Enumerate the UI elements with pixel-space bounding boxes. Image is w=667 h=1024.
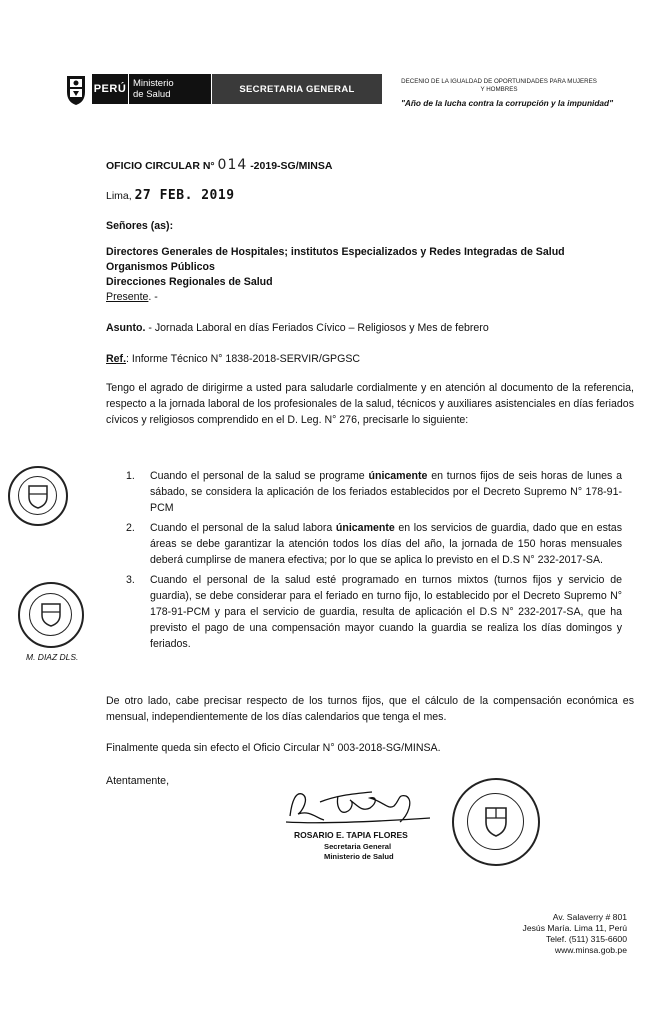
decenio-line1: DECENIO DE LA IGUALDAD DE OPORTUNIDADES PARA MUJERES bbox=[401, 78, 597, 85]
presente-tail: . - bbox=[148, 291, 158, 303]
presente-line bbox=[106, 290, 565, 305]
subject-text: - Jornada Laboral en días Feriados Cívico – Religiosos y Mes de febrero bbox=[145, 322, 489, 334]
ministry-label bbox=[129, 74, 211, 104]
year-motto: "Año de la lucha contra la corrupción y la impunidad" bbox=[400, 98, 614, 108]
numbered-list bbox=[126, 468, 622, 654]
subject-line bbox=[106, 320, 489, 336]
reference-label: Ref. bbox=[106, 353, 127, 365]
item-number: 2. bbox=[126, 522, 135, 534]
signatory-name: ROSARIO E. TAPIA FLORES bbox=[294, 830, 408, 840]
oficio-number: 014 bbox=[217, 157, 248, 173]
list-item bbox=[126, 572, 622, 652]
item-emphasis: únicamente bbox=[368, 470, 428, 482]
item-text: Cuando el personal de la salud esté programado en turnos mixtos (turnos fijos y servicio de guardia), se debe considerar para el feriado en turno fijo, lo establecido por el Decreto Supremo N° 178-91-PCM y para el servicio de guardia, resulta de aplicación el D.S N° 232-2017-SA, que ha previsto el pago de una compensación mayor cuando la guardia se realiza los días domingos y feriados. bbox=[150, 574, 622, 650]
decenio-line2: Y HOMBRES bbox=[480, 85, 518, 93]
item-text: Cuando el personal de la salud labora bbox=[150, 522, 336, 534]
recipient-line: Direcciones Regionales de Salud bbox=[106, 276, 273, 288]
coat-of-arms-icon bbox=[27, 483, 49, 509]
signatory-org: Ministerio de Salud bbox=[324, 852, 394, 861]
item-text-tail: en los servicios de guardia, dado que en estas áreas se debe garantizar la atención todos los días del año, la jornada de 150 horas mensuales deberá cumplirse de manera efectiva; por lo que se aplica lo previsto en el D.S N° 232-2017-SA. bbox=[150, 522, 622, 566]
peru-label: PERÚ bbox=[92, 74, 128, 104]
recipients bbox=[106, 245, 565, 305]
oficio-suffix: -2019-SG/MINSA bbox=[250, 160, 333, 172]
list-item bbox=[126, 520, 622, 568]
recipient-line: Organismos Públicos bbox=[106, 261, 215, 273]
address-line: Av. Salaverry # 801 bbox=[552, 912, 627, 922]
date-line bbox=[106, 188, 235, 204]
date-stamp: 27 FEB. 2019 bbox=[134, 188, 235, 203]
item-number: 3. bbox=[126, 574, 135, 586]
letterhead bbox=[64, 68, 634, 112]
salutation: Señores (as): bbox=[106, 220, 174, 232]
signatory-title: Secretaria General bbox=[324, 842, 392, 851]
handwritten-signature bbox=[280, 782, 450, 828]
oficio-number-line bbox=[106, 157, 332, 174]
ministry-line2: de Salud bbox=[133, 89, 171, 100]
item-text-tail: en turnos fijos de seis horas de lunes a sábado, se considera la aplicación de los feriados establecidos por el Decreto Supremo N° 178-91-PCM bbox=[150, 470, 623, 514]
ministry-seal-stamp bbox=[8, 466, 68, 526]
ministry-line1: Ministerio bbox=[133, 78, 174, 89]
coat-of-arms-icon bbox=[40, 601, 62, 627]
address-line: Jesús María. Lima 11, Perú bbox=[522, 923, 627, 933]
reference-text: : Informe Técnico N° 1838-2018-SERVIR/GPGSC bbox=[126, 353, 361, 365]
secretaria-general-seal-stamp bbox=[452, 778, 540, 866]
coat-of-arms-icon bbox=[483, 804, 509, 838]
reference-line bbox=[106, 351, 360, 367]
peru-coat-of-arms-icon bbox=[64, 72, 88, 106]
closing: Atentamente, bbox=[106, 775, 170, 787]
item-text: Cuando el personal de la salud se programe bbox=[150, 470, 369, 482]
recipient-line: Directores Generales de Hospitales; institutos Especializados y Redes Integradas de Salud bbox=[106, 246, 565, 258]
signature-block bbox=[260, 782, 460, 872]
subject-label: Asunto. bbox=[106, 322, 146, 334]
initials-caption: M. DIAZ DLS. bbox=[26, 652, 79, 662]
place: Lima, bbox=[106, 190, 132, 202]
decenio-text bbox=[384, 78, 614, 93]
office-label: SECRETARIA GENERAL bbox=[212, 74, 382, 104]
list-item bbox=[126, 468, 622, 516]
second-paragraph: De otro lado, cabe precisar respecto de los turnos fijos, que el cálculo de la compensación económica es mensual, independientemente de los días calendarios que tenga el mes. bbox=[106, 695, 634, 723]
item-emphasis: únicamente bbox=[335, 522, 395, 534]
oficio-prefix: OFICIO CIRCULAR N° bbox=[106, 160, 215, 172]
ministry-seal-stamp bbox=[18, 582, 84, 648]
presente: Presente bbox=[106, 291, 149, 303]
website-link[interactable]: www.minsa.gob.pe bbox=[554, 945, 627, 955]
third-paragraph: Finalmente queda sin efecto el Oficio Circular N° 003-2018-SG/MINSA. bbox=[106, 742, 441, 754]
phone-line: Telef. (511) 315-6600 bbox=[545, 934, 627, 944]
ministry-address bbox=[523, 912, 627, 956]
item-number: 1. bbox=[126, 470, 135, 482]
intro-paragraph: Tengo el agrado de dirigirme a usted para saludarle cordialmente y en atención al documento de la referencia, respecto a la jornada laboral de los profesionales de la salud, técnicos y auxiliares asistenciales en días feriados cívicos y religiosos comprendido en el D. Leg. N° 276, precisarle lo siguiente: bbox=[106, 382, 634, 426]
